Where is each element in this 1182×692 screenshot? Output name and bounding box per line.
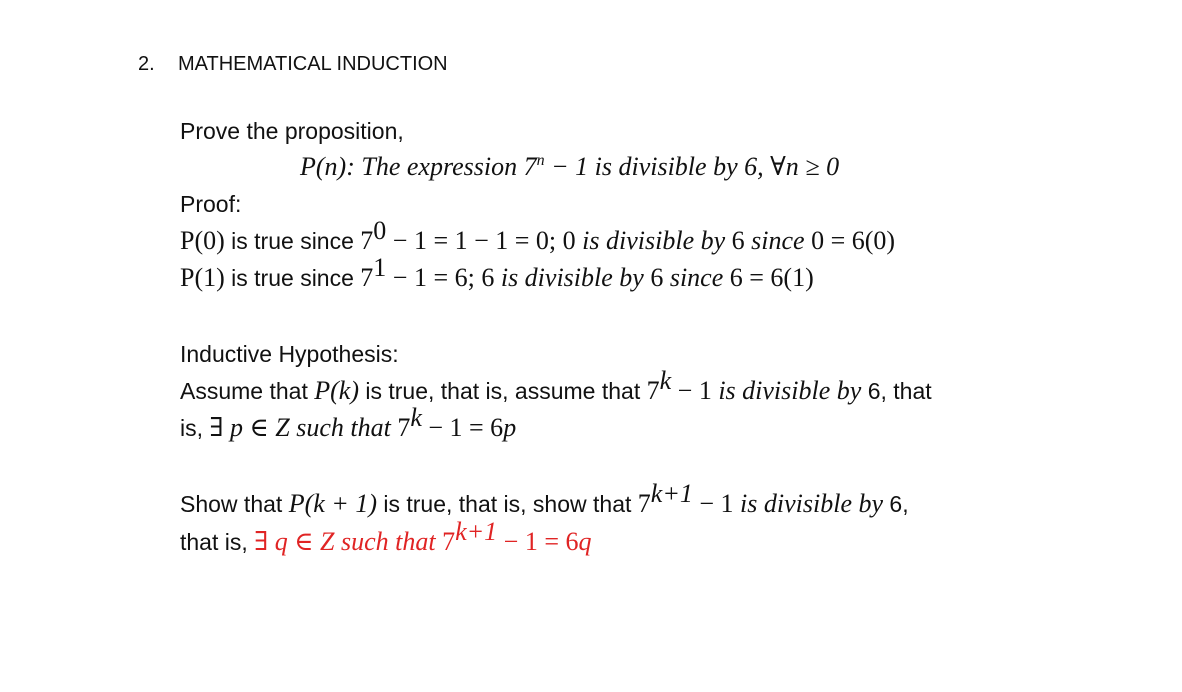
proposition-formula (300, 152, 839, 182)
hyp1-pk: P(k) (314, 376, 359, 405)
show1-d: 6, (883, 491, 909, 517)
base0-tail: 6 (725, 226, 752, 255)
show2-seven: 7 (442, 527, 456, 556)
intro-text: Prove the proposition, (180, 118, 404, 144)
base1-exponent: 1 (373, 253, 387, 282)
hypothesis-line-1 (180, 366, 932, 406)
base1-seven: 7 (360, 263, 374, 292)
base0-rest: − 1 = 1 − 1 = 0; 0 (386, 226, 583, 255)
base0-italic-since: since (751, 226, 805, 255)
hyp1-c: − 1 (671, 376, 719, 405)
base1-italic-since: since (669, 263, 724, 292)
show2-highlight (254, 517, 592, 556)
show2-math-b: − 1 = 6 (497, 527, 579, 556)
hypothesis-label: Inductive Hypothesis: (180, 341, 399, 367)
hyp1-a: Assume that (180, 378, 315, 404)
hyp1-seven: 7 (646, 376, 660, 405)
show1-exponent: k+1 (650, 479, 693, 508)
section-heading (138, 51, 448, 77)
proof-label: Proof: (180, 191, 242, 217)
hypothesis-line-2 (180, 403, 517, 443)
show2-a: that is, (180, 529, 255, 555)
show-line-2 (180, 517, 592, 557)
base1-italic: is divisible by (500, 263, 644, 292)
base1-rest: − 1 = 6; 6 (386, 263, 501, 292)
proposition-pn: P(n): (300, 152, 355, 181)
hyp1-italic: is divisible by (718, 376, 862, 405)
base1-p: P(1) (180, 263, 225, 292)
show1-a: Show that (180, 491, 289, 517)
base0-italic: is divisible by (582, 226, 726, 255)
base1-text: is true since (224, 265, 361, 291)
hyp2-a: is, (180, 415, 210, 441)
hyp2-p: p (503, 413, 517, 442)
hyp1-b: is true, that is, assume that (358, 378, 647, 404)
hyp2-math-b: − 1 = 6 (421, 413, 504, 442)
base-case-1 (180, 253, 814, 293)
show1-c: − 1 (692, 489, 741, 518)
base1-tail: 6 (643, 263, 670, 292)
base0-seven: 7 (360, 226, 374, 255)
base0-exponent: 0 (373, 216, 387, 245)
section-number: 2. (138, 53, 155, 75)
proposition-exponent: n (536, 152, 545, 169)
hyp2-math-a: ∃ p ∈ Z such that (209, 413, 398, 442)
base0-tail2: 0 = 6(0) (804, 226, 896, 255)
show2-q: q (578, 527, 592, 556)
show1-pk: P(k + 1) (288, 489, 377, 518)
show2-exponent: k+1 (455, 517, 498, 546)
show1-italic: is divisible by (740, 489, 884, 518)
hyp1-exponent: k (659, 366, 672, 395)
show2-math-a: ∃ q ∈ Z such that (254, 527, 443, 556)
proposition-text-a: The expression 7 (361, 152, 537, 181)
show1-seven: 7 (637, 489, 651, 518)
hyp1-d: 6, that (861, 378, 932, 404)
base0-p: P(0) (180, 226, 225, 255)
hyp2-seven: 7 (397, 413, 411, 442)
proposition-text-b: − 1 is divisible by 6, ∀n ≥ 0 (551, 152, 840, 181)
base0-text: is true since (224, 228, 361, 254)
section-title: MATHEMATICAL INDUCTION (178, 53, 448, 75)
base1-tail2: 6 = 6(1) (723, 263, 814, 292)
show-line-1 (180, 479, 909, 519)
base-case-0 (180, 216, 896, 256)
hyp2-exponent: k (410, 403, 422, 432)
show1-b: is true, that is, show that (376, 491, 638, 517)
